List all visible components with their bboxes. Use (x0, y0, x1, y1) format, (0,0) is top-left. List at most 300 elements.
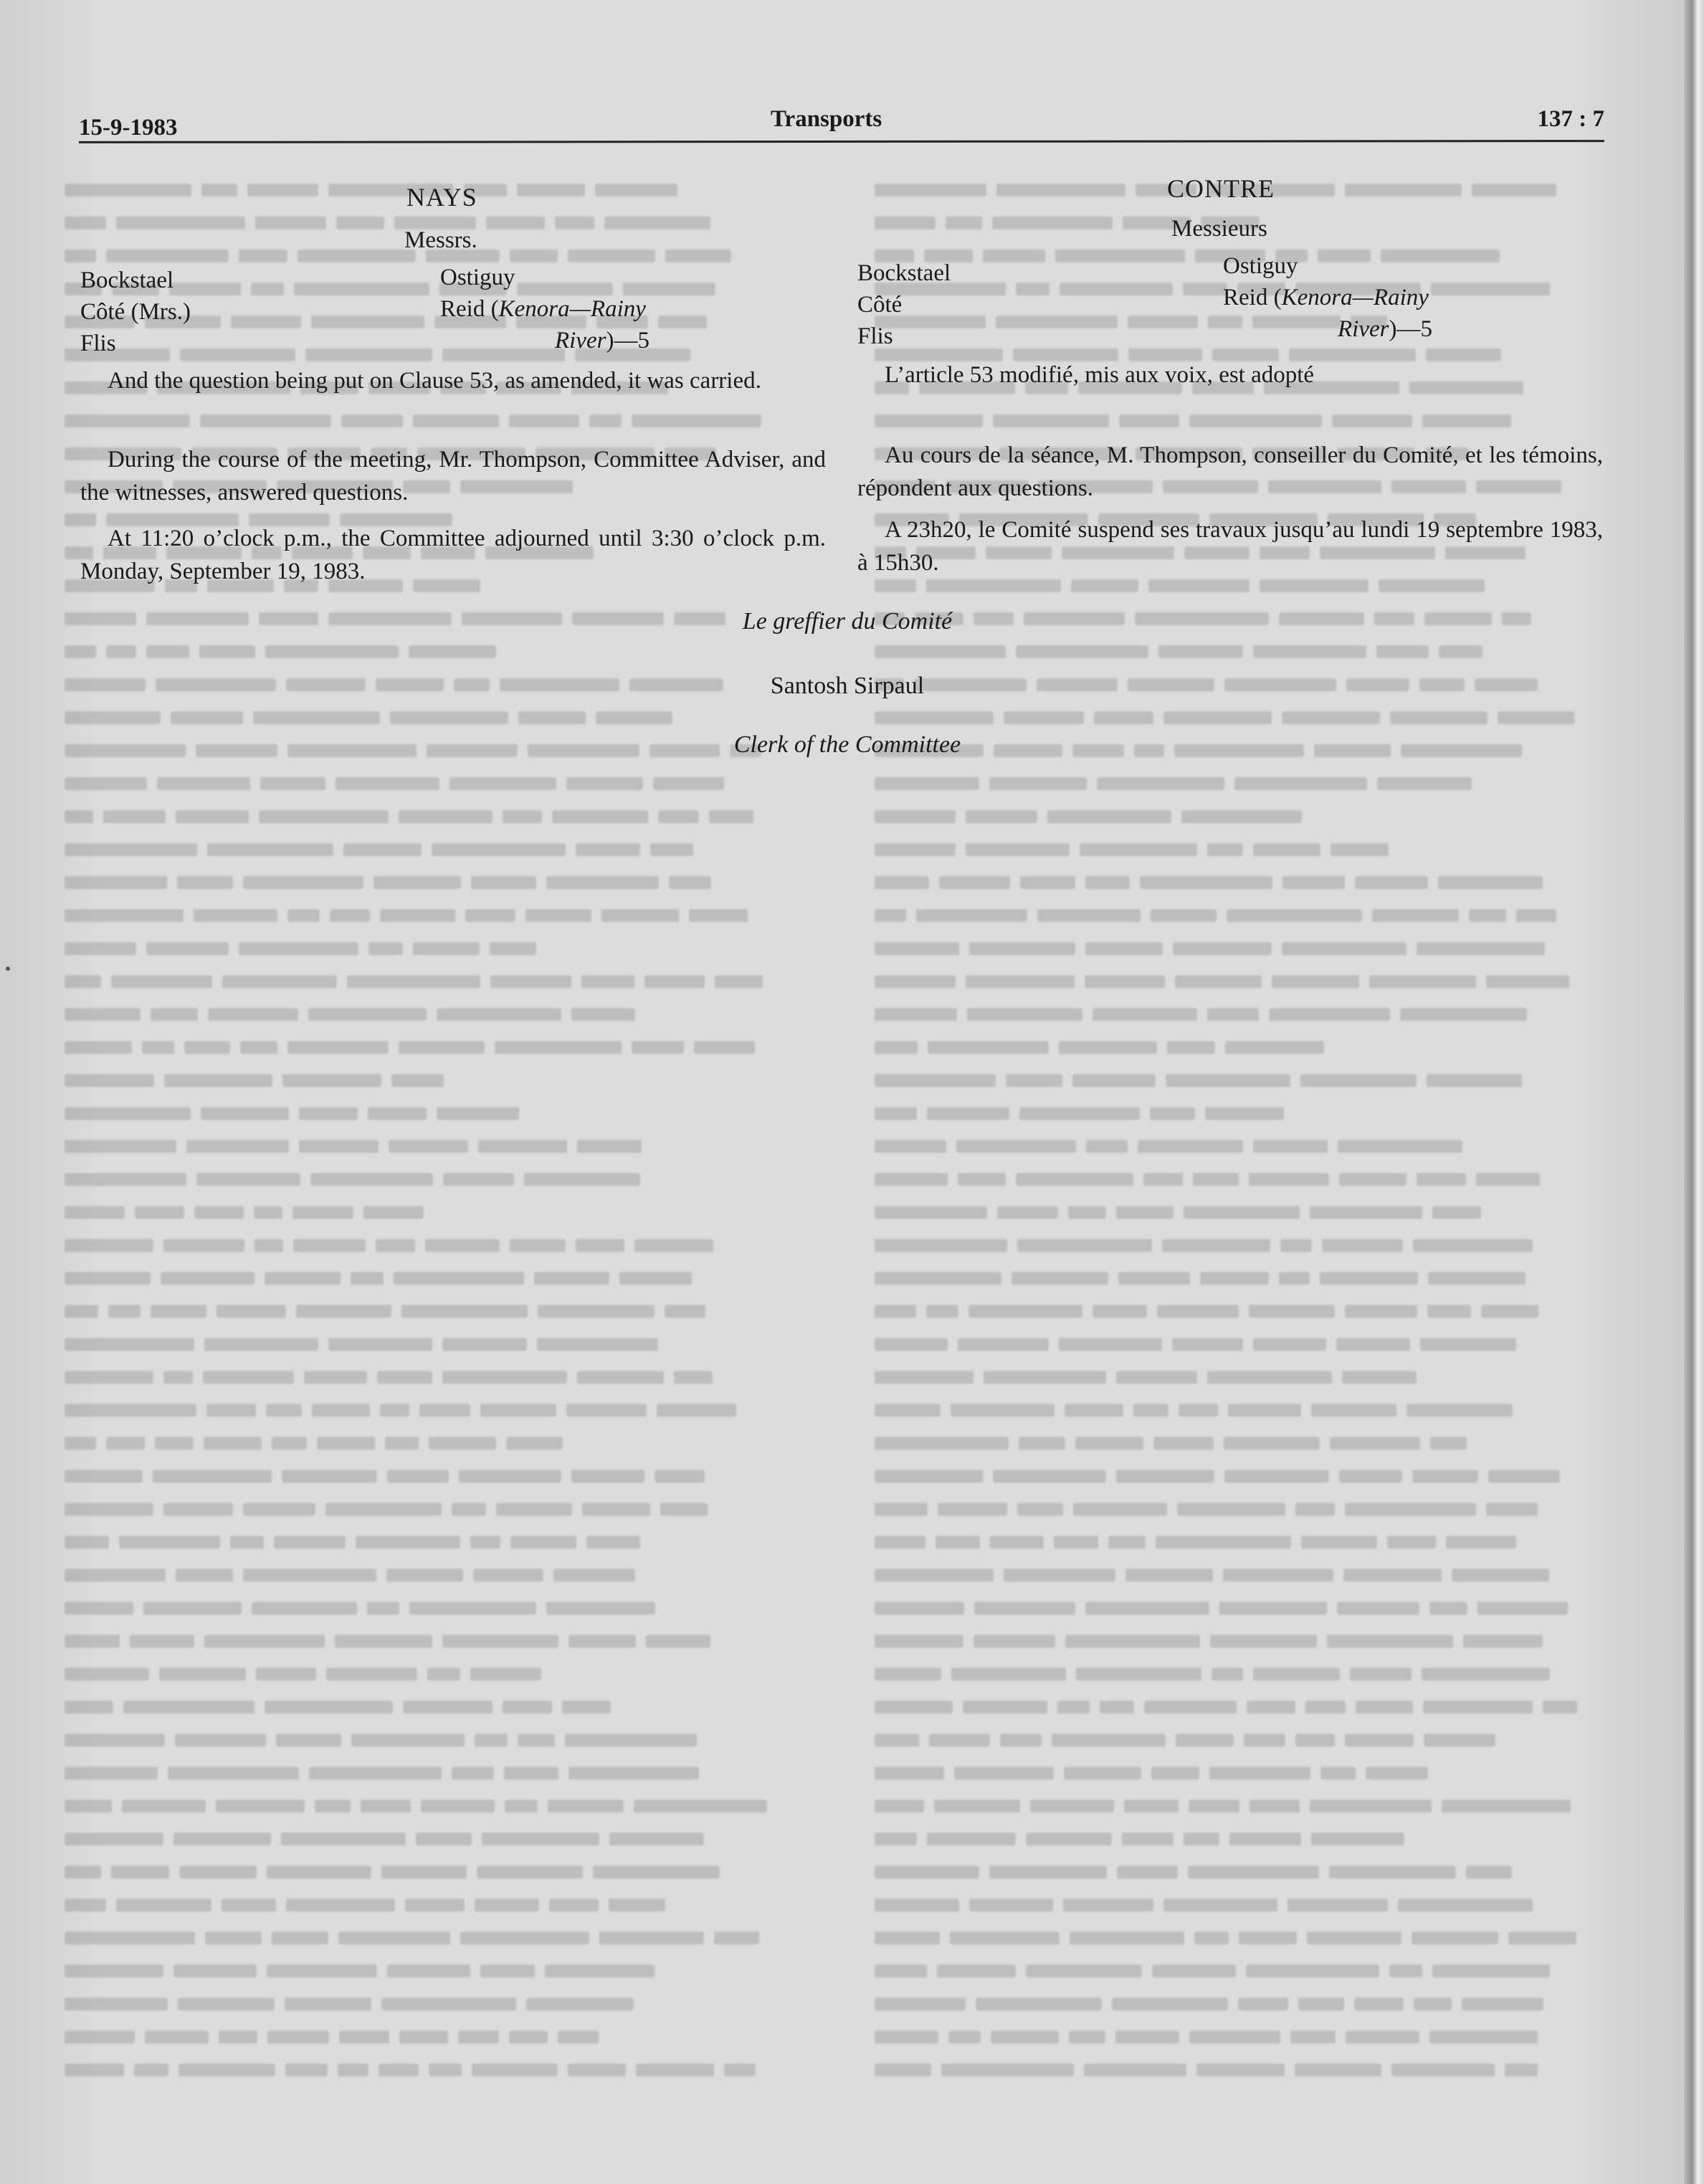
bleed-through-word (1205, 1107, 1284, 1120)
bleed-through-word (1194, 1932, 1229, 1945)
signature-name-text: Santosh Sirpaul (770, 673, 925, 699)
vote-count: )—5 (606, 328, 649, 353)
bleed-through-word (974, 1602, 1075, 1615)
bleed-through-word (201, 184, 237, 196)
bleed-through-word (1345, 1734, 1414, 1747)
bleed-through-word (496, 1503, 572, 1516)
bleed-through-word (1345, 1503, 1476, 1516)
bleed-through-word (409, 645, 496, 658)
bleed-through-word (1225, 1041, 1324, 1054)
bleed-through-line (65, 997, 810, 1030)
bleed-through-word (1305, 1701, 1346, 1714)
bleed-through-word (916, 909, 1027, 922)
bleed-through-word (267, 1965, 377, 1978)
bleed-through-word (966, 975, 1075, 988)
member-name: Côté (Mrs.) (80, 299, 191, 325)
bleed-through-word (1084, 2064, 1186, 2076)
bleed-through-word (168, 1767, 299, 1780)
bleed-through-word (1076, 1668, 1201, 1681)
bleed-through-word (267, 1866, 371, 1879)
bleed-through-word (963, 1701, 1047, 1714)
bleed-through-word (206, 1404, 256, 1417)
bleed-through-word (347, 975, 480, 988)
bleed-through-word (65, 1140, 176, 1153)
bleed-through-word (312, 1404, 370, 1417)
bleed-through-word (163, 1503, 233, 1516)
bleed-through-word (380, 1404, 409, 1417)
bleed-through-line (65, 1228, 810, 1260)
bleed-through-word (478, 1140, 567, 1153)
bleed-through-word (65, 909, 184, 922)
bleed-through-word (1486, 1503, 1538, 1516)
bleed-through-word (1070, 1932, 1184, 1945)
vote-names-first-column (857, 257, 951, 351)
bleed-through-line (875, 700, 1620, 733)
bleed-through-line (65, 1953, 810, 1986)
bleed-through-word (1016, 1173, 1133, 1186)
bleed-through-word (875, 1866, 979, 1879)
bleed-through-word (1175, 975, 1262, 988)
bleed-through-word (1060, 283, 1173, 295)
bleed-through-word (1356, 1701, 1413, 1714)
bleed-through-word (1108, 1536, 1146, 1549)
bleed-through-word (1172, 1338, 1243, 1351)
bleed-through-line (875, 832, 1620, 865)
bleed-through-word (65, 1404, 196, 1417)
bleed-through-word (524, 1173, 640, 1186)
bleed-through-word (658, 315, 707, 328)
bleed-through-word (462, 612, 562, 625)
bleed-through-word (1427, 1074, 1522, 1087)
bleed-through-word (65, 777, 147, 790)
bleed-through-line (65, 1986, 810, 2019)
bleed-through-line (875, 799, 1620, 832)
reid-prefix: Reid ( (440, 296, 499, 322)
bleed-through-word (1207, 1008, 1259, 1021)
bleed-through-word (239, 250, 287, 262)
bleed-through-word (196, 1173, 300, 1186)
bleed-through-line (875, 2052, 1620, 2085)
bleed-through-word (1151, 1767, 1199, 1780)
bleed-through-word (308, 1008, 427, 1021)
bleed-through-line (875, 1920, 1620, 1953)
bleed-through-word (1355, 876, 1428, 889)
paragraph-text: During the course of the meeting, Mr. Thompson, Committee Adviser, and the witnesses, answered questions. (80, 447, 826, 505)
bleed-through-word (1253, 645, 1366, 658)
bleed-through-word (509, 2031, 548, 2043)
bleed-through-word (928, 1041, 1049, 1054)
member-name-reid-cont (440, 324, 649, 356)
bleed-through-word (875, 1767, 944, 1780)
bleed-through-word (1227, 909, 1362, 922)
bleed-through-word (528, 744, 639, 757)
paragraph-text: Au cours de la séance, M. Thompson, conseiller du Comité, et les témoins, répondent aux questions. (857, 442, 1603, 501)
bleed-through-word (1166, 1074, 1290, 1087)
bleed-through-word (1097, 777, 1224, 790)
bleed-through-word (596, 711, 672, 724)
bleed-through-word (993, 414, 1109, 427)
bleed-through-word (1163, 711, 1272, 724)
bleed-through-word (276, 1734, 341, 1747)
bleed-through-word (875, 2031, 938, 2043)
bleed-through-word (545, 1965, 655, 1978)
bleed-through-word (65, 414, 190, 427)
vote-heading: CONTRE (1167, 174, 1275, 203)
bleed-through-word (343, 843, 422, 856)
bleed-through-word (632, 1041, 684, 1054)
bleed-through-word (1322, 1239, 1403, 1252)
bleed-through-word (204, 1635, 325, 1648)
bleed-through-line (875, 997, 1620, 1030)
bleed-through-word (510, 1239, 566, 1252)
bleed-through-word (926, 579, 1061, 592)
bleed-through-word (65, 1338, 194, 1351)
bleed-through-word (875, 1965, 927, 1978)
bleed-through-word (650, 843, 693, 856)
bleed-through-word (173, 1965, 257, 1978)
bleed-through-word (1253, 1140, 1328, 1153)
bleed-through-word (151, 1008, 198, 1021)
bleed-through-word (555, 217, 594, 229)
bleed-through-word (1094, 711, 1153, 724)
bleed-through-word (361, 1800, 411, 1813)
bleed-through-word (330, 909, 370, 922)
bleed-through-word (1112, 1998, 1228, 2010)
bleed-through-word (951, 1668, 1066, 1681)
signature-french-title-text: Le greffier du Comité (742, 608, 953, 635)
bleed-through-word (1502, 612, 1531, 625)
page-header (79, 106, 1604, 142)
bleed-through-word (293, 1239, 366, 1252)
header-title: Transports (771, 106, 882, 132)
riding-name-cont: River (555, 328, 606, 353)
bleed-through-word (376, 1239, 415, 1252)
bleed-through-word (390, 711, 508, 724)
bleed-through-word (298, 250, 416, 262)
header-date: 15-9-1983 (79, 115, 178, 141)
bleed-through-word (875, 184, 986, 196)
bleed-through-word (875, 2064, 931, 2076)
bleed-through-word (946, 217, 982, 229)
bleed-through-word (1069, 2031, 1105, 2043)
bleed-through-word (674, 1371, 713, 1384)
bleed-through-word (1398, 1899, 1533, 1912)
bleed-through-word (509, 414, 579, 427)
bleed-through-word (472, 2064, 558, 2076)
bleed-through-word (1068, 1206, 1106, 1219)
bleed-through-word (996, 315, 1118, 328)
bleed-through-word (537, 1338, 658, 1351)
bleed-through-word (968, 1305, 1082, 1318)
bleed-through-word (287, 744, 417, 757)
bleed-through-line (65, 931, 810, 964)
bleed-through-word (65, 1899, 106, 1912)
bleed-through-word (317, 1437, 375, 1450)
bleed-through-word (1311, 1833, 1404, 1846)
bleed-through-word (1223, 1569, 1333, 1582)
bleed-through-word (239, 942, 358, 955)
bleed-through-word (194, 1206, 244, 1219)
bleed-through-word (222, 975, 337, 988)
bleed-through-word (1047, 810, 1171, 823)
bleed-through-word (1282, 942, 1406, 955)
bleed-through-word (1379, 579, 1485, 592)
bleed-through-word (1181, 810, 1302, 823)
bleed-through-word (151, 1305, 206, 1318)
bleed-through-word (1486, 975, 1569, 988)
bleed-through-word (335, 777, 439, 790)
bleed-through-word (1350, 1668, 1412, 1681)
bleed-through-word (65, 1833, 163, 1846)
bleed-through-word (203, 1371, 294, 1384)
bleed-through-word (1065, 1635, 1200, 1648)
bleed-through-word (558, 2031, 599, 2043)
bleed-through-word (1122, 1833, 1174, 1846)
bleed-through-word (477, 1866, 583, 1879)
bleed-through-word (163, 1239, 244, 1252)
bleed-through-word (571, 1008, 635, 1021)
bleed-through-word (296, 1305, 391, 1318)
bleed-through-word (1210, 1635, 1317, 1648)
bleed-through-word (950, 1932, 1060, 1945)
bleed-through-word (1116, 1206, 1174, 1219)
bleed-through-line (65, 865, 810, 898)
bleed-through-word (1310, 1800, 1432, 1813)
bleed-through-word (65, 1107, 191, 1120)
bleed-through-word (875, 414, 983, 427)
riding-name: Kenora—Rainy (498, 296, 646, 322)
bleed-through-word (377, 1371, 432, 1384)
bleed-through-word (1301, 1536, 1377, 1549)
bleed-through-word (1100, 1701, 1134, 1714)
bleed-through-word (1030, 1800, 1114, 1813)
bleed-through-word (65, 975, 101, 988)
bleed-through-word (1224, 1437, 1320, 1450)
bleed-through-word (299, 1107, 358, 1120)
bleed-through-word (253, 711, 380, 724)
bleed-through-line (65, 1326, 810, 1359)
bleed-through-word (875, 942, 959, 955)
bleed-through-word (184, 1041, 230, 1054)
bleed-through-word (1401, 744, 1522, 757)
bleed-through-line (875, 1887, 1620, 1920)
bleed-through-word (1430, 1437, 1467, 1450)
bleed-through-word (156, 678, 276, 691)
bleed-through-word (875, 1371, 974, 1384)
vote-names-first-column (80, 264, 191, 359)
bleed-through-word (1012, 1272, 1108, 1285)
bleed-through-word (123, 1701, 254, 1714)
bleed-through-line (65, 1096, 810, 1129)
bleed-through-word (386, 1569, 463, 1582)
bleed-through-word (1244, 1734, 1285, 1747)
bleed-through-line (875, 1953, 1620, 1986)
bleed-through-word (399, 1041, 485, 1054)
bleed-through-word (1314, 744, 1391, 757)
bleed-through-line (875, 1491, 1620, 1524)
signature-english-title-text: Clerk of the Committee (733, 731, 961, 758)
bleed-through-word (1085, 942, 1163, 955)
bleed-through-word (373, 876, 461, 889)
bleed-through-word (272, 1437, 307, 1450)
bleed-through-word (966, 843, 1070, 856)
bleed-through-word (956, 1140, 1076, 1153)
bleed-through-word (65, 1272, 151, 1285)
bleed-through-word (1422, 414, 1511, 427)
bleed-through-word (1336, 1338, 1410, 1351)
bleed-through-word (1026, 1965, 1142, 1978)
bleed-through-word (1124, 1800, 1179, 1813)
bleed-through-word (1072, 1074, 1156, 1087)
bleed-through-word (471, 876, 536, 889)
bleed-through-word (1438, 876, 1543, 889)
bleed-through-word (204, 1437, 262, 1450)
bleed-through-word (518, 711, 586, 724)
bleed-through-word (146, 942, 229, 955)
bleed-through-word (231, 315, 301, 328)
bleed-through-line (875, 2019, 1620, 2052)
bleed-through-word (1024, 612, 1125, 625)
bleed-through-word (1307, 1932, 1401, 1945)
bleed-through-word (325, 1503, 442, 1516)
bleed-through-word (243, 1503, 315, 1516)
bleed-through-word (1071, 579, 1138, 592)
bleed-through-line (65, 1063, 810, 1096)
bleed-through-line (65, 601, 810, 634)
bleed-through-word (304, 1371, 367, 1384)
bleed-through-word (604, 217, 710, 229)
paragraph (80, 364, 826, 397)
bleed-through-word (1300, 1074, 1417, 1087)
bleed-through-word (465, 909, 515, 922)
bleed-through-word (251, 283, 284, 295)
bleed-through-word (281, 1833, 406, 1846)
paragraph-text: At 11:20 o’clock p.m., the Committee adjourned until 3:30 o’clock p.m. Monday, September 19, 1983. (80, 526, 826, 584)
bleed-through-word (205, 1932, 262, 1945)
bleed-through-line (875, 1986, 1620, 2019)
bleed-through-word (958, 1338, 1049, 1351)
bleed-through-word (305, 348, 432, 361)
bleed-through-word (394, 1272, 524, 1285)
member-name: Bockstael (80, 267, 174, 293)
bleed-through-word (254, 1206, 282, 1219)
bleed-through-word (1133, 1404, 1168, 1417)
bleed-through-line (65, 1129, 810, 1162)
bleed-through-word (992, 217, 1113, 229)
bleed-through-word (653, 777, 724, 790)
bleed-through-word (658, 810, 699, 823)
bleed-through-word (142, 1041, 174, 1054)
bleed-through-word (179, 1866, 257, 1879)
bleed-through-line (875, 1228, 1620, 1260)
bleed-through-word (1391, 2064, 1495, 2076)
bleed-through-line (65, 733, 810, 766)
bleed-through-line (65, 1755, 810, 1788)
bleed-through-word (1279, 1272, 1310, 1285)
bleed-through-line (875, 1195, 1620, 1228)
bleed-through-line (875, 1689, 1620, 1722)
bleed-through-word (486, 217, 545, 229)
bleed-through-word (230, 1536, 264, 1549)
bleed-through-word (65, 1239, 153, 1252)
bleed-through-word (572, 612, 664, 625)
bleed-through-word (1143, 1173, 1183, 1186)
bleed-through-line (875, 1030, 1620, 1063)
bleed-through-word (473, 1569, 543, 1582)
bleed-through-word (403, 1701, 492, 1714)
bleed-through-line (875, 1656, 1620, 1689)
bleed-through-word (1167, 1041, 1215, 1054)
bleed-through-word (65, 1800, 112, 1813)
bleed-through-word (1054, 1536, 1098, 1549)
bleed-through-word (452, 1767, 494, 1780)
bleed-through-word (1343, 1569, 1442, 1582)
bleed-through-word (1346, 2031, 1419, 2043)
bleed-through-word (1115, 2031, 1179, 2043)
bleed-through-word (1247, 1701, 1295, 1714)
bleed-through-word (1346, 678, 1409, 691)
bleed-through-word (1016, 645, 1148, 658)
member-name-reid (1223, 281, 1432, 313)
bleed-through-word (1420, 1338, 1516, 1351)
bleed-through-line (65, 1359, 810, 1392)
bleed-through-word (948, 2031, 981, 2043)
bleed-through-word (1184, 1206, 1300, 1219)
bleed-through-word (599, 1932, 704, 1945)
bleed-through-word (993, 1470, 1106, 1483)
bleed-through-word (459, 1470, 561, 1483)
bleed-through-word (1228, 1404, 1301, 1417)
bleed-through-word (413, 414, 499, 427)
bleed-through-word (503, 810, 542, 823)
bleed-through-word (1406, 1404, 1513, 1417)
bleed-through-word (553, 1569, 635, 1582)
bleed-through-word (1320, 1767, 1356, 1780)
bleed-through-word (951, 1404, 1055, 1417)
bleed-through-word (989, 777, 1087, 790)
bleed-through-word (219, 2031, 257, 2043)
bleed-through-line (875, 1590, 1620, 1623)
bleed-through-word (1290, 2031, 1336, 2043)
bleed-through-word (954, 1767, 1054, 1780)
bleed-through-line (875, 1096, 1620, 1129)
bleed-through-word (429, 1437, 496, 1450)
bleed-through-word (409, 1602, 536, 1615)
bleed-through-word (875, 1437, 1009, 1450)
member-name: Côté (857, 292, 903, 318)
bleed-through-line (875, 1326, 1620, 1359)
bleed-through-word (427, 1668, 460, 1681)
bleed-through-word (1184, 1833, 1219, 1846)
bleed-through-word (660, 1503, 708, 1516)
bleed-through-word (425, 1239, 500, 1252)
bleed-through-word (595, 184, 677, 196)
bleed-through-word (103, 810, 166, 823)
bleed-through-word (1144, 1701, 1237, 1714)
bleed-through-word (421, 1800, 495, 1813)
bleed-through-word (1338, 1140, 1462, 1153)
bleed-through-word (601, 909, 679, 922)
bleed-through-word (1065, 1404, 1123, 1417)
bleed-through-word (179, 2064, 275, 2076)
bleed-through-word (1140, 876, 1272, 889)
bleed-through-word (299, 1140, 379, 1153)
bleed-through-word (1414, 1998, 1452, 2010)
bleed-through-word (525, 909, 591, 922)
bleed-through-word (1282, 876, 1345, 889)
bleed-through-word (495, 1041, 622, 1054)
bleed-through-word (65, 645, 96, 658)
